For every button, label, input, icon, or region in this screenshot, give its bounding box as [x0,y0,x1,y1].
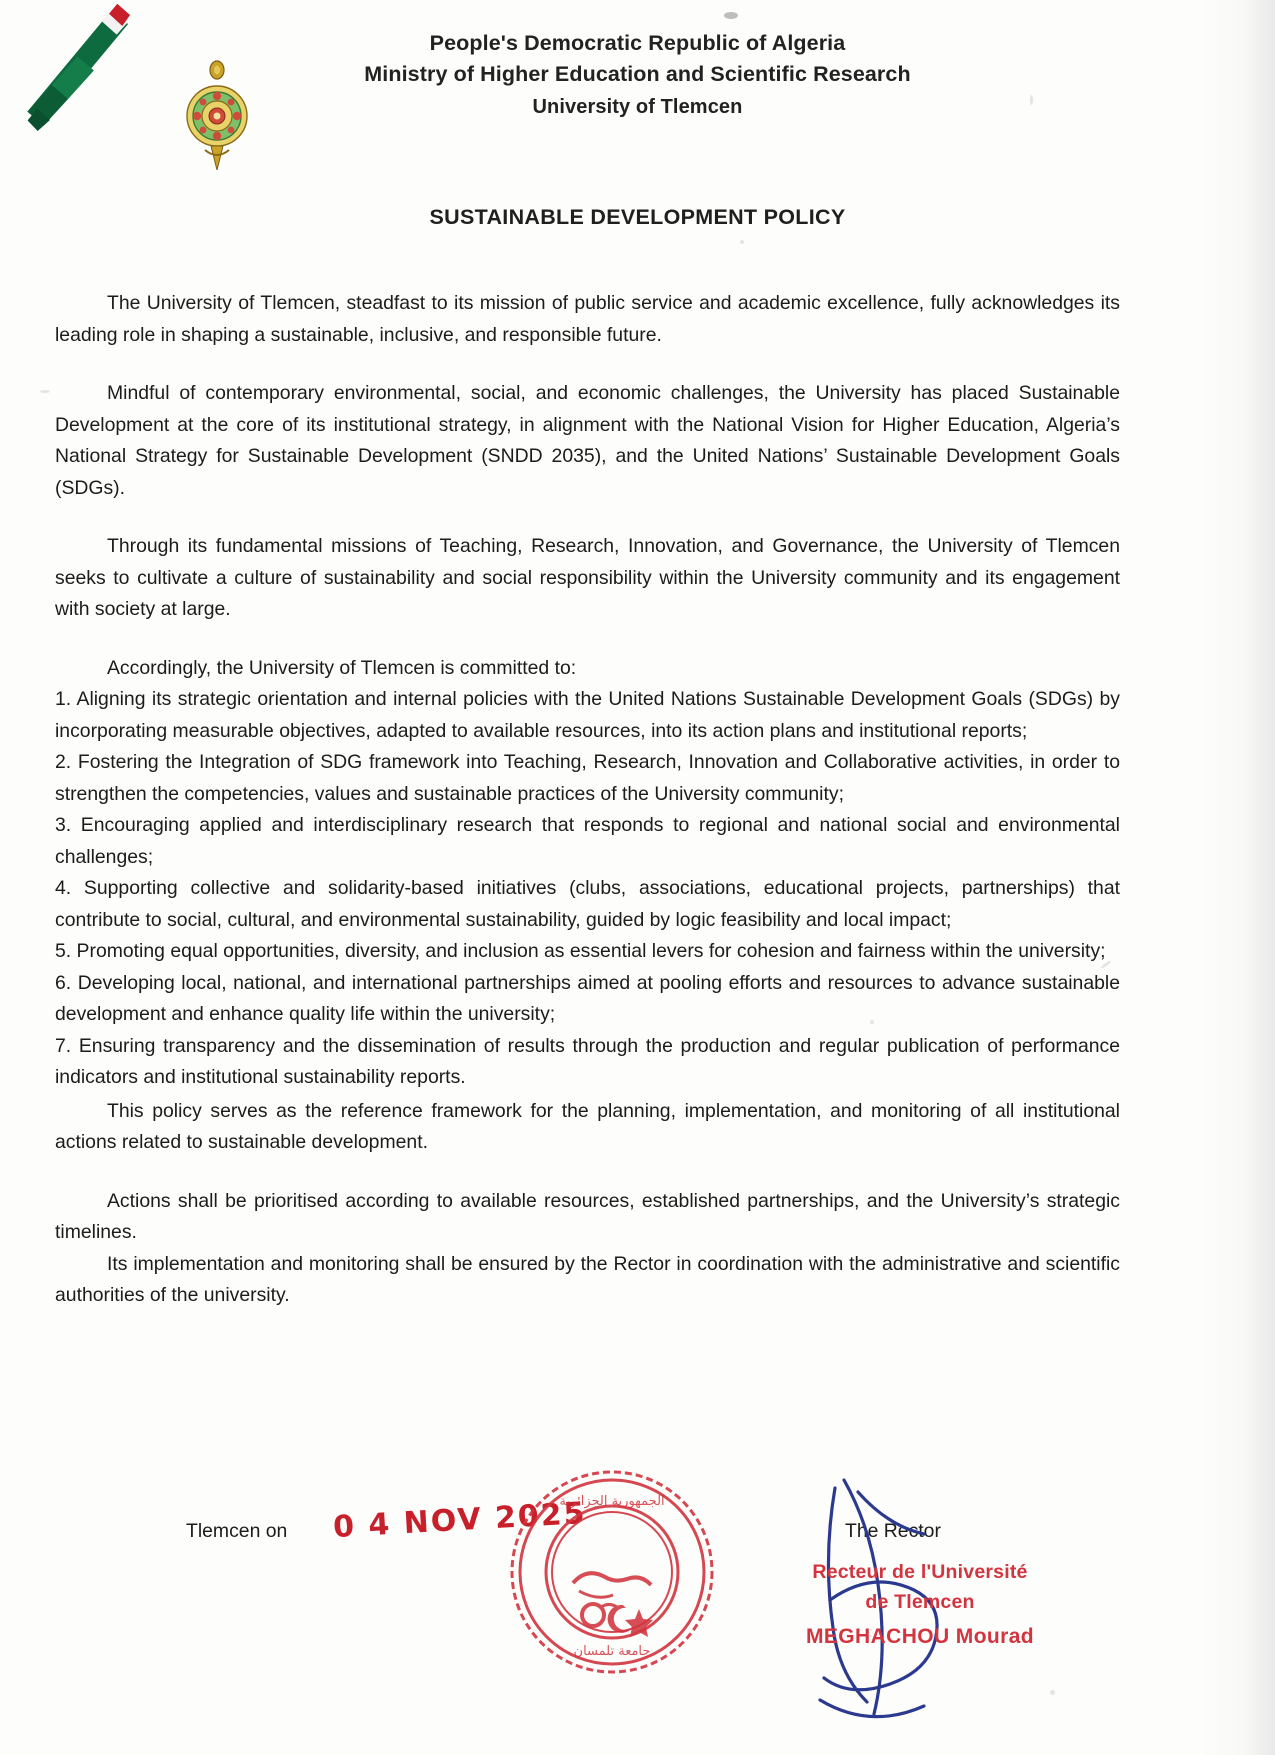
paragraph-mission-text: The University of Tlemcen, steadfast to its mission of public service and academic excellence, fully acknowledges its leading role in shaping a sustainable, inclusive, and responsible future. [55,292,1120,346]
paragraph-missions-text: Through its fundamental missions of Teaching, Research, Innovation, and Governance, the University of Tlemcen seeks to cultivate a culture of sustainability and social responsibility within the University community and its engagement with society at large. [55,535,1120,620]
page-title: SUSTAINABLE DEVELOPMENT POLICY [429,205,846,229]
header-line-ministry: Ministry of Higher Education and Scientific Research [364,62,911,86]
list-item: 5. Promoting equal opportunities, diversity, and inclusion as essential levers for cohesion and fairness within the university; [55,940,1106,962]
paragraph-framework-text: This policy serves as the reference framework for the planning, implementation, and monitoring of all institutional actions related to sustainable development. [55,1099,1120,1153]
paragraph-priorities [55,1186,1120,1249]
paragraph-commitment-intro-text: Accordingly, the University of Tlemcen is committed to: [107,656,577,679]
scan-speck [724,12,738,19]
paragraph-missions [55,531,1120,626]
paragraph-implementation-text: Its implementation and monitoring shall be ensured by the Rector in coordination with the administrative and scientific authorities of the university. [55,1252,1120,1306]
signature-area [0,1495,1275,1755]
list-item: 7. Ensuring transparency and the dissemination of results through the production and regular publication of performance indicators and institutional sustainability reports. [55,1034,1120,1088]
list-item: 4. Supporting collective and solidarity-based initiatives (clubs, associations, educational projects, partnerships) that contribute to social, cultural, and environmental sustainability, guided by logic feasibility and local impact; [55,877,1120,931]
header-line-university: University of Tlemcen [532,96,743,118]
paragraph-priorities-text: Actions shall be prioritised according to available resources, established partnerships, and the University’s strategic timelines. [55,1189,1120,1243]
list-item: 3. Encouraging applied and interdisciplinary research that responds to regional and national social and environmental challenges; [55,814,1120,868]
paragraph-framework [55,1096,1120,1159]
scan-speck [740,240,744,244]
rector-label: The Rector [845,1520,941,1542]
svg-text:جامعة تلمسان: جامعة تلمسان [573,1644,651,1659]
scan-edge-shadow [1203,0,1275,1755]
list-item: 1. Aligning its strategic orientation and internal policies with the United Nations Sustainable Development Goals (SDGs) by incorporating measurable objectives, adapted to available resources, into its action plans and institutional reports; [55,688,1120,742]
scan-speck [40,390,50,393]
list-item: 6. Developing local, national, and international partnerships aimed at pooling efforts and resources to advance sustainable development and enhance quality life within the university; [55,971,1120,1025]
paragraph-mission [55,288,1120,351]
signature-title-line2: de Tlemcen [865,1591,975,1613]
paragraph-strategy [55,378,1120,504]
paragraph-strategy-text: Mindful of contemporary environmental, social, and economic challenges, the University has placed Sustainable Development at the core of its institutional strategy, in alignment with the National Vision for Higher Education, Algeria’s National Strategy for Sustainable Development (SNDD 2035), and the United Nations’ Sustainable Development Goals (SDGs). [55,382,1120,499]
commitment-list [55,684,1120,1094]
svg-text:الجمهورية الجزائرية: الجمهورية الجزائرية [559,1494,665,1509]
list-item: 2. Fostering the Integration of SDG framework into Teaching, Research, Innovation and Collaborative activities, in order to strengthen the competencies, values and sustainable practices of the University community; [55,751,1120,805]
header-line-country: People's Democratic Republic of Algeria [429,31,846,55]
signature-name: MEGHACHOU Mourad [805,1625,1035,1648]
paragraph-commitment-intro [55,653,1120,685]
document-body [55,288,1120,1312]
paragraph-implementation [55,1249,1120,1312]
place-label: Tlemcen on [186,1520,288,1542]
document-header [0,28,1275,124]
date-stamp: 0 4 NOV 2025 [332,1495,588,1546]
official-round-stamp [505,1465,720,1680]
signature-title-line1: Recteur de l'Université [812,1561,1028,1583]
